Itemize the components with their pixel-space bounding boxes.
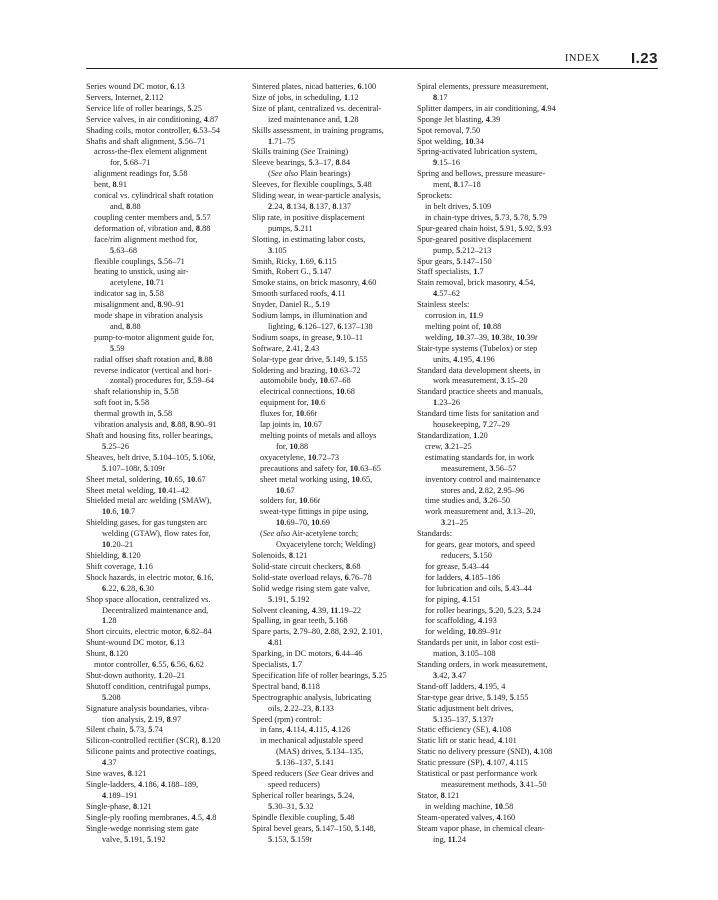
- index-subentry: conical vs. cylindrical shaft rotation: [94, 191, 214, 201]
- index-subentry: ized maintenance and, 1.28: [268, 114, 359, 124]
- index-subentry: 5.25–26: [102, 441, 129, 451]
- index-entry: Sliding wear, in wear-particle analysis,: [252, 191, 381, 201]
- index-subentry: crew, 3.21–25: [425, 441, 472, 451]
- index-entry: Silicone paints and protective coatings,: [86, 747, 217, 757]
- index-subentry: 10.6, 10.7: [102, 507, 136, 517]
- index-entry: Solid wedge rising stem gate valve,: [252, 583, 370, 593]
- index-subentry: zontal) procedures for, 5.59–64: [110, 376, 215, 386]
- index-subentry: face/rim alignment method for,: [94, 234, 198, 244]
- index-entry: Static adjustment belt drives,: [417, 703, 514, 713]
- index-entry: Spiral bevel gears, 5.147–150, 5.148,: [252, 823, 376, 833]
- index-subentry: sheet metal working using, 10.65,: [260, 474, 373, 484]
- index-subentry: melting point of, 10.88: [425, 321, 502, 331]
- index-entry: Shift coverage, 1.16: [86, 561, 153, 571]
- index-subentry: electrical connections, 10.68: [260, 387, 355, 397]
- index-subentry: for piping, 4.151: [425, 594, 481, 604]
- index-entry: Sponge Jet blasting, 4.39: [417, 114, 501, 124]
- index-subentry: in fans, 4.114, 4.115, 4.126: [260, 725, 351, 735]
- index-subentry: acetylene, 10.71: [110, 278, 165, 288]
- page-number: I.23: [630, 50, 658, 67]
- index-entry: Specialists, 1.7: [252, 660, 303, 670]
- index-entry: Smith, Ricky, 1.69, 6.115: [252, 256, 337, 266]
- index-subentry: for gears, gear motors, and speed: [425, 540, 535, 550]
- index-entry: Shielding, 8.120: [86, 550, 141, 560]
- index-entry: Speed reducers (See Gear drives and: [252, 769, 374, 779]
- index-subentry: soft foot in, 5.58: [94, 398, 150, 408]
- index-subentry: motor controller, 6.55, 6.56, 6.62: [94, 660, 204, 670]
- index-entry: Standard practice sheets and manuals,: [417, 387, 544, 397]
- index-entry: Spur gears, 5.147–150: [417, 256, 492, 266]
- index-subentry: vibration analysis and, 8.88, 8.90–91: [94, 420, 217, 430]
- index-entry: Sodium lamps, in illumination and: [252, 311, 368, 321]
- index-entry: Sodium soaps, in grease, 9.10–11: [252, 332, 364, 342]
- index-subentry: radial offset shaft rotation and, 8.88: [94, 354, 213, 364]
- index-entry: Splitter dampers, in air conditioning, 4.94: [417, 103, 556, 113]
- index-subentry: ment, 8.17–18: [433, 180, 481, 190]
- index-entry: Spectral band, 8.118: [252, 681, 320, 691]
- index-entry: Spur-geared positive displacement: [417, 234, 532, 244]
- index-column-2: [252, 82, 420, 845]
- index-subentry: 10.20–21: [102, 540, 134, 550]
- index-subentry: and, 8.88: [110, 321, 141, 331]
- index-subentry: solders for, 10.66t: [260, 496, 321, 506]
- index-entry: Standing orders, in work measurement,: [417, 660, 548, 670]
- index-subentry: flexible couplings, 5.56–71: [94, 256, 185, 266]
- index-entry: Snyder, Daniel R., 5.19: [252, 300, 330, 310]
- index-subentry: pump, 5.212–213: [433, 245, 492, 255]
- index-subentry: time studies and, 3.26–50: [425, 496, 511, 506]
- index-entry: Spectrographic analysis, lubricating: [252, 692, 372, 702]
- index-subentry: for lubrication and oils, 5.43–44: [425, 583, 532, 593]
- index-subentry: 5.135–137, 5.137t: [433, 714, 494, 724]
- index-subentry: mation, 3.105–108: [433, 649, 496, 659]
- index-subentry: 5.136–137, 5.141: [276, 758, 335, 768]
- index-entry: Standard time lists for sanitation and: [417, 409, 539, 419]
- index-subentry: (See also Plain bearings): [268, 169, 351, 179]
- index-subentry: in chain-type drives, 5.73, 5.78, 5.79: [425, 212, 547, 222]
- header-title: INDEX: [564, 53, 600, 64]
- index-subentry: misalignment and, 8.90–91: [94, 300, 185, 310]
- index-subentry: fluxes for, 10.66t: [260, 409, 317, 419]
- index-entry: Static pressure (SP), 4.107, 4.115: [417, 758, 528, 768]
- index-entry: Single-ladders, 4.186, 4.188–189,: [86, 780, 199, 789]
- index-entry: Spare parts, 2.79–80, 2.88, 2.92, 2.101,: [252, 627, 383, 637]
- index-entry: Spur-geared chain hoist, 5.91, 5.92, 5.93: [417, 223, 552, 233]
- index-entry: Size of jobs, in scheduling, 1.12: [252, 92, 359, 102]
- index-subentry: units, 4.195, 4.196: [433, 354, 495, 364]
- index-entry: Stain removal, brick masonry, 4.54,: [417, 278, 536, 288]
- index-entry: Sheet metal, soldering, 10.65, 10.67: [86, 474, 206, 484]
- index-subentry: 8.17: [433, 92, 448, 102]
- index-entry: Size of plant, centralized vs. decentral-: [252, 103, 382, 113]
- index-subentry: 5.208: [102, 692, 121, 702]
- index-entry: Sprockets:: [417, 191, 453, 201]
- index-subentry: 9.15–16: [433, 158, 460, 168]
- index-subentry: pump-to-motor alignment guide for,: [94, 332, 214, 342]
- index-entry: Skills assessment, in training programs,: [252, 125, 384, 135]
- index-entry: Soldering and brazing, 10.63–72: [252, 365, 361, 375]
- index-entry: Series wound DC motor, 6.13: [86, 82, 185, 91]
- index-subentry: for ladders, 4.185–186: [425, 572, 501, 582]
- index-entry: Sheaves, belt drive, 5.104–105, 5.106t,: [86, 452, 216, 462]
- index-subentry: welding, 10.37–39, 10.38t, 10.39t: [425, 332, 538, 342]
- index-entry: Solar-type gear drive, 5.149, 5.155: [252, 354, 368, 364]
- index-subentry: 4.81: [268, 638, 283, 648]
- index-subentry: pumps, 5.211: [268, 223, 313, 233]
- index-entry: Stair-type systems (Tubelox) or step: [417, 343, 538, 353]
- index-entry: Solid-state overload relays, 6.76–78: [252, 572, 372, 582]
- index-subentry: deformation of, vibration and, 8.88: [94, 223, 211, 233]
- index-subentry: automobile body, 10.67–68: [260, 376, 351, 386]
- index-entry: Single-phase, 8.121: [86, 801, 152, 811]
- index-column-1: [86, 82, 254, 845]
- index-entry: Service life of roller bearings, 5.25: [86, 103, 202, 113]
- index-subentry: melting points of metals and alloys: [260, 431, 377, 440]
- index-subentry: reducers, 5.150: [441, 550, 492, 560]
- index-subentry: bent, 8.91: [94, 180, 127, 190]
- index-entry: Standardization, 1.20: [417, 431, 488, 440]
- index-subentry: in mechanical adjustable speed: [260, 736, 363, 746]
- index-subentry: in belt drives, 5.109: [425, 201, 492, 211]
- index-entry: Specification life of roller bearings, 5.25: [252, 670, 387, 680]
- index-subentry: and, 8.88: [110, 201, 141, 211]
- index-entry: Shutoff condition, centrifugal pumps,: [86, 681, 211, 691]
- index-subentry: work measurement, 3.15–20: [433, 376, 528, 386]
- index-subentry: 6.22, 6.28, 6.30: [102, 583, 154, 593]
- index-entry: Solid-state circuit checkers, 8.68: [252, 561, 361, 571]
- index-entry: Single-wedge nonrising stem gate: [86, 823, 199, 833]
- index-entry: Standards:: [417, 529, 453, 539]
- index-subentry: 3.105: [268, 245, 287, 255]
- index-subentry: Oxyacetylene torch; Welding): [276, 540, 376, 550]
- index-entry: Sleeves, for flexible couplings, 5.48: [252, 180, 372, 190]
- index-entry: Smoke stains, on brick masonry, 4.60: [252, 278, 377, 288]
- index-entry: Shafts and shaft alignment, 5.56–71: [86, 136, 206, 146]
- index-entry: Steam-operated valves, 4.160: [417, 812, 516, 822]
- index-entry: Staff specialists, 1.7: [417, 267, 484, 277]
- index-subentry: 3.21–25: [441, 518, 468, 528]
- index-entry: Sintered plates, nicad batteries, 6.100: [252, 82, 377, 91]
- index-subentry: ing, 11.24: [433, 834, 466, 844]
- index-entry: Standard data development sheets, in: [417, 365, 541, 375]
- index-subentry: thermal growth in, 5.58: [94, 409, 173, 419]
- index-entry: Speed (rpm) control:: [252, 714, 322, 724]
- index-subentry: 5.30–31, 5.32: [268, 801, 314, 811]
- index-subentry: across-the-flex element alignment: [94, 147, 207, 157]
- index-subentry: for roller bearings, 5.20, 5.23, 5.24: [425, 605, 541, 615]
- index-entry: Standards per unit, in labor cost esti-: [417, 638, 539, 648]
- index-subentry: equipment for, 10.6: [260, 398, 326, 408]
- index-entry: Spiral elements, pressure measurement,: [417, 82, 549, 91]
- index-entry: Stand-off ladders, 4.195, 4: [417, 681, 506, 691]
- index-subentry: lighting, 6.126–127, 6.137–138: [268, 321, 373, 331]
- index-entry: Spring and bellows, pressure measure-: [417, 169, 546, 179]
- index-entry: Spalling, in gear teeth, 5.168: [252, 616, 348, 626]
- index-entry: Skills training (See Training): [252, 147, 349, 157]
- index-subentry: oils, 2.22–23, 8.133: [268, 703, 334, 713]
- index-subentry: sweat-type fittings in pipe using,: [260, 507, 369, 517]
- index-subentry: measurement, 3.56–57: [441, 463, 517, 473]
- index-entry: Sparking, in DC motors, 6.44–46: [252, 649, 363, 659]
- index-subentry: 4.189–191: [102, 790, 138, 800]
- index-subentry: mode shape in vibration analysis: [94, 311, 203, 321]
- index-subentry: 5.59: [110, 343, 125, 353]
- index-subentry: for, 5.68–71: [110, 158, 151, 168]
- index-subentry: for grease, 5.43–44: [425, 561, 490, 571]
- index-entry: Spot welding, 10.34: [417, 136, 484, 146]
- index-subentry: inventory control and maintenance: [425, 474, 541, 484]
- index-column-3: [417, 82, 585, 845]
- index-subentry: speed reducers): [268, 780, 320, 789]
- index-subentry: 10.69–70, 10.69: [276, 518, 330, 528]
- index-entry: Solvent cleaning, 4.39, 11.19–22: [252, 605, 362, 615]
- index-subentry: 2.24, 8.134, 8.137, 8.137: [268, 201, 352, 211]
- index-entry: Solenoids, 8.121: [252, 550, 308, 560]
- index-subentry: 10.67: [276, 485, 295, 495]
- index-subentry: for, 10.88: [276, 441, 309, 451]
- index-subentry: work measurement and, 3.13–20,: [425, 507, 536, 517]
- index-entry: Shut-down authority, 1.20–21: [86, 670, 186, 680]
- index-entry: Silicon-controlled rectifier (SCR), 8.120: [86, 736, 221, 746]
- index-entry: Star-type gear drive, 5.149, 5.155: [417, 692, 529, 702]
- index-entry: Statistical or past performance work: [417, 769, 538, 779]
- index-entry: Single-ply roofing membranes, 4.5, 4.8: [86, 812, 217, 822]
- index-subentry: heating to unstick, using air-: [94, 267, 189, 277]
- index-subentry: shaft relationship in, 5.58: [94, 387, 179, 397]
- index-subentry: 3.42, 3.47: [433, 670, 467, 680]
- index-subentry: 5.63–68: [110, 245, 137, 255]
- index-entry: Stator, 8.121: [417, 790, 460, 800]
- index-entry: Shunt, 8.120: [86, 649, 129, 659]
- index-subentry: 1.71–75: [268, 136, 295, 146]
- index-subentry: 4.57–62: [433, 289, 460, 299]
- running-header: [86, 50, 658, 72]
- index-entry: Shielded metal arc welding (SMAW),: [86, 496, 212, 506]
- index-subentry: for scaffolding, 4.193: [425, 616, 497, 626]
- index-subentry: reverse indicator (vertical and hori-: [94, 365, 212, 375]
- index-subentry: (MAS) drives, 5.134–135,: [276, 747, 364, 757]
- index-subentry: oxyacetylene, 10.72–73: [260, 452, 340, 462]
- index-subentry: 5.191, 5.192: [268, 594, 310, 604]
- index-entry: Signature analysis boundaries, vibra-: [86, 703, 210, 713]
- index-entry: Spindle flexible coupling, 5.48: [252, 812, 355, 822]
- index-subentry: Decentralized maintenance and,: [102, 605, 209, 615]
- index-subentry: estimating standards for, in work: [425, 452, 535, 462]
- index-subentry: 1.28: [102, 616, 117, 626]
- index-entry: Slip rate, in positive displacement: [252, 212, 365, 222]
- index-entry: Spherical roller bearings, 5.24,: [252, 790, 355, 800]
- index-entry: Servers, Internet, 2.112: [86, 92, 164, 102]
- index-entry: Software, 2.41, 2.43: [252, 343, 320, 353]
- index-subentry: measurement methods, 3.41–50: [441, 780, 547, 789]
- index-entry: Shop space allocation, centralized vs.: [86, 594, 211, 604]
- index-entry: Service valves, in air conditioning, 4.87: [86, 114, 219, 124]
- index-subentry: welding (GTAW), flow rates for,: [102, 529, 211, 539]
- index-subentry: indicator sag in, 5.58: [94, 289, 164, 299]
- index-subentry: valve, 5.191, 5.192: [102, 834, 166, 844]
- index-subentry: lap joints in, 10.67: [260, 420, 322, 430]
- index-subentry: 4.37: [102, 758, 117, 768]
- index-subentry: housekeeping, 7.27–29: [433, 420, 510, 430]
- index-entry: Spot removal, 7.50: [417, 125, 481, 135]
- index-entry: Sheet metal welding, 10.41–42: [86, 485, 190, 495]
- header-rule: [86, 68, 658, 69]
- index-entry: Silent chain, 5.73, 5.74: [86, 725, 163, 735]
- index-subentry: 5.153, 5.159t: [268, 834, 312, 844]
- index-entry: Static no delivery pressure (SND), 4.108: [417, 747, 553, 757]
- index-entry: Sleeve bearings, 5.3–17, 8.84: [252, 158, 350, 168]
- index-subentry: tion analysis, 2.19, 8.97: [102, 714, 182, 724]
- index-subentry: precautions and safety for, 10.63–65: [260, 463, 381, 473]
- index-entry: Sine waves, 8.121: [86, 769, 147, 779]
- index-subentry: in welding machine, 10.58: [425, 801, 514, 811]
- index-entry: Spring-activated lubrication system,: [417, 147, 538, 157]
- index-subentry: 1.23–26: [433, 398, 460, 408]
- index-entry: Slotting, in estimating labor costs,: [252, 234, 366, 244]
- index-entry: Shunt-wound DC motor, 6.13: [86, 638, 185, 648]
- index-entry: Short circuits, electric motor, 6.82–84: [86, 627, 212, 637]
- index-subentry: (See also Air-acetylene torch;: [260, 529, 359, 539]
- index-entry: Shaft and housing fits, roller bearings,: [86, 431, 213, 440]
- index-subentry: 5.107–108t, 5.109t: [102, 463, 165, 473]
- index-subentry: stores and, 2.82, 2.95–96: [441, 485, 525, 495]
- index-entry: Stainless steels:: [417, 300, 470, 310]
- index-entry: Smith, Robert G., 5.147: [252, 267, 332, 277]
- index-subentry: coupling center members and, 5.57: [94, 212, 211, 222]
- index-entry: Smooth surfaced roofs, 4.11: [252, 289, 346, 299]
- index-subentry: alignment readings for, 5.58: [94, 169, 188, 179]
- index-subentry: corrosion in, 11.9: [425, 311, 484, 321]
- index-entry: Steam vapor phase, in chemical clean-: [417, 823, 545, 833]
- index-entry: Shielding gases, for gas tungsten arc: [86, 518, 208, 528]
- index-entry: Static lift or static head, 4.101: [417, 736, 517, 746]
- index-entry: Shading coils, motor controller, 6.53–54: [86, 125, 221, 135]
- index-entry: Shock hazards, in electric motor, 6.16,: [86, 572, 214, 582]
- index-subentry: for welding, 10.89–91t: [425, 627, 502, 637]
- index-entry: Static efficiency (SE), 4.108: [417, 725, 512, 735]
